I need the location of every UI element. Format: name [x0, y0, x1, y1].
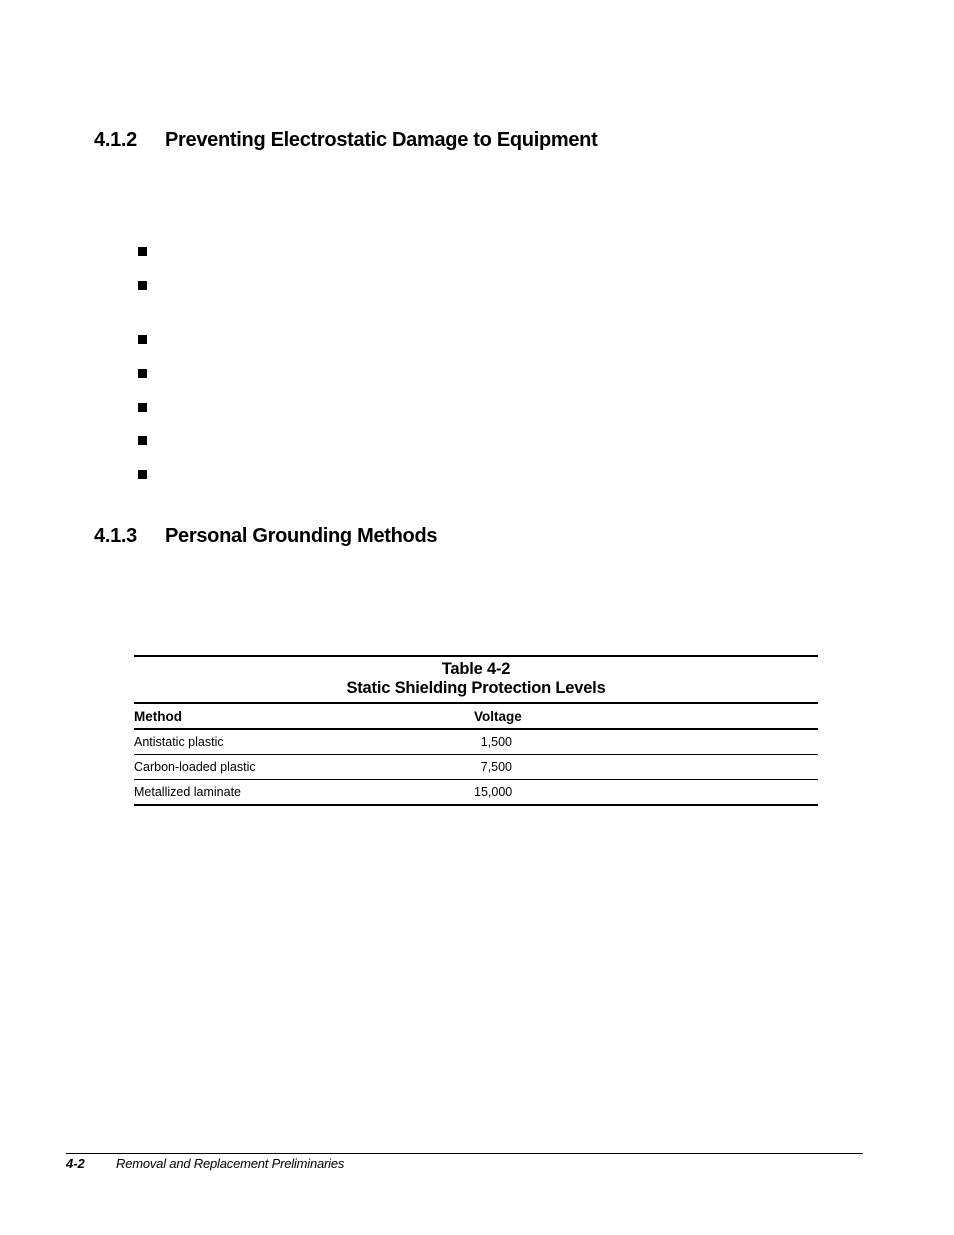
bullet-marker	[138, 335, 147, 344]
header-voltage: Voltage	[474, 704, 818, 729]
section-number: 4.1.3	[94, 525, 137, 547]
bullet-marker	[138, 369, 147, 378]
bullet-marker	[138, 470, 147, 479]
table-header-row	[134, 704, 818, 729]
method-cell: Metallized laminate	[134, 780, 474, 806]
voltage-cell: 7,500	[480, 760, 512, 774]
table-caption	[134, 657, 818, 702]
section-heading-4-1-2	[94, 129, 597, 152]
section-heading-4-1-3	[94, 525, 437, 548]
bullet-marker	[138, 247, 147, 256]
table-body	[134, 704, 818, 806]
table-number: Table 4-2	[441, 660, 511, 678]
voltage-cell: 1,500	[480, 735, 512, 749]
method-cell: Carbon-loaded plastic	[134, 755, 474, 780]
section-number: 4.1.2	[94, 129, 137, 151]
section-title: Preventing Electrostatic Damage to Equipment	[165, 129, 598, 151]
footer-page-number: 4-2	[66, 1156, 85, 1171]
table-title: Static Shielding Protection Levels	[346, 679, 606, 697]
section-title: Personal Grounding Methods	[165, 525, 438, 547]
voltage-cell: 15,000	[474, 785, 513, 799]
footer-title: Removal and Replacement Preliminaries	[116, 1156, 345, 1171]
header-method: Method	[134, 704, 474, 729]
footer-rule	[66, 1153, 863, 1154]
table-row	[134, 780, 818, 806]
shielding-table	[134, 655, 818, 806]
table-row	[134, 729, 818, 755]
bullet-marker	[138, 436, 147, 445]
method-cell: Antistatic plastic	[134, 729, 474, 755]
bullet-marker	[138, 403, 147, 412]
table-row	[134, 755, 818, 780]
bullet-marker	[138, 281, 147, 290]
